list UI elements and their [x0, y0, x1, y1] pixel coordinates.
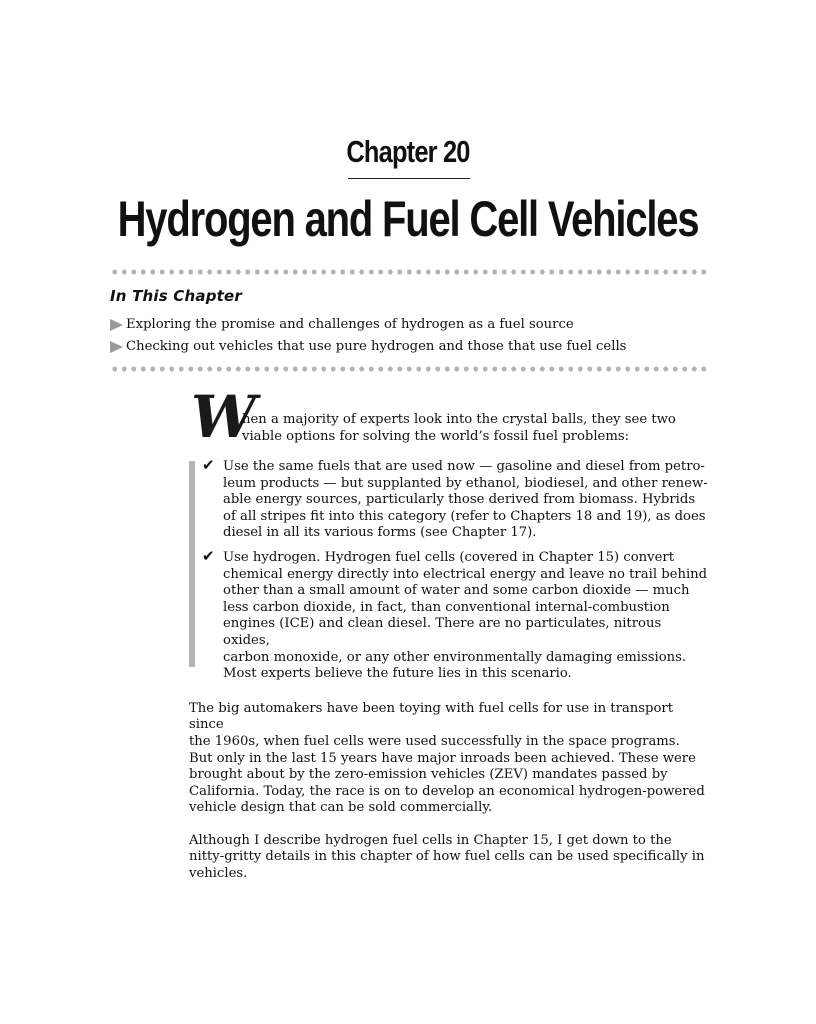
in-this-chapter-list: [110, 313, 626, 357]
checklist-item: [202, 546, 709, 683]
text-line: engines (ICE) and clean diesel. There are no particulates, nitrous oxides,: [223, 616, 662, 648]
in-this-chapter-item-text: Checking out vehicles that use pure hydrogen and those that use fuel cells: [126, 338, 627, 354]
dotted-divider-bottom: [110, 366, 708, 372]
text-line: leum products — but supplanted by ethanol, biodiesel, and other renew-: [223, 475, 708, 491]
text-line: vehicles.: [189, 866, 248, 882]
body-paragraph: [189, 701, 709, 817]
text-line: Use hydrogen. Hydrogen fuel cells (covered in Chapter 15) convert: [223, 549, 675, 565]
in-this-chapter-item: [110, 313, 626, 335]
text-line: less carbon dioxide, in fact, than conventional internal-combustion: [223, 599, 670, 615]
text-line: The big automakers have been toying with fuel cells for use in transport since: [189, 700, 674, 733]
text-line: Most experts believe the future lies in this scenario.: [223, 666, 572, 682]
triangle-bullet-icon: [110, 341, 123, 353]
chapter-body: [189, 383, 709, 899]
in-this-chapter-item-text: Exploring the promise and challenges of hydrogen as a fuel source: [126, 316, 574, 332]
text-line: Although I describe hydrogen fuel cells in Chapter 15, I get down to the: [189, 832, 672, 848]
text-line: carbon monoxide, or any other environmentally damaging emissions.: [223, 649, 687, 665]
dotted-divider-top: [110, 269, 708, 275]
text-line: other than a small amount of water and some carbon dioxide — much: [223, 583, 690, 599]
text-line: viable options for solving the world’s fossil fuel problems:: [242, 428, 630, 444]
checkmark-icon: ✔: [202, 456, 215, 474]
triangle-bullet-icon: [110, 319, 123, 331]
checkmark-icon: ✔: [202, 546, 215, 565]
chapter-title: Hydrogen and Fuel Cell Vehicles: [117, 191, 699, 247]
text-line: of all stripes fit into this category (refer to Chapters 18 and 19), as does: [223, 508, 706, 524]
intro-text: [242, 412, 709, 445]
checklist-item: [202, 456, 709, 542]
text-line: But only in the last 15 years have major inroads been achieved. These were: [189, 750, 696, 766]
body-paragraph: [189, 833, 709, 883]
text-line: California. Today, the race is on to develop an economical hydrogen-powered: [189, 783, 705, 799]
in-this-chapter-item: [110, 335, 626, 357]
chapter-label: Chapter 20: [346, 134, 470, 169]
text-line: hen a majority of experts look into the crystal balls, they see two: [242, 412, 676, 427]
option-checklist: [189, 456, 709, 683]
text-line: vehicle design that can be sold commercially.: [189, 800, 493, 816]
text-line: nitty-gritty details in this chapter of how fuel cells can be used specifically in: [189, 849, 705, 865]
text-line: brought about by the zero-emission vehicles (ZEV) mandates passed by: [189, 767, 668, 783]
text-line: the 1960s, when fuel cells were used successfully in the space programs.: [189, 733, 680, 749]
text-line: chemical energy directly into electrical energy and leave no trail behind: [223, 566, 708, 582]
intro-paragraph: [189, 383, 709, 451]
text-line: diesel in all its various forms (see Chapter 17).: [223, 525, 537, 541]
text-line: Use the same fuels that are used now — gasoline and diesel from petro-: [223, 459, 705, 474]
text-line: able energy sources, particularly those derived from biomass. Hybrids: [223, 492, 696, 508]
chapter-label-rule: [348, 178, 470, 179]
checklist-side-bar: [189, 461, 195, 667]
in-this-chapter-heading: In This Chapter: [110, 287, 242, 305]
drop-cap: W: [191, 383, 257, 451]
